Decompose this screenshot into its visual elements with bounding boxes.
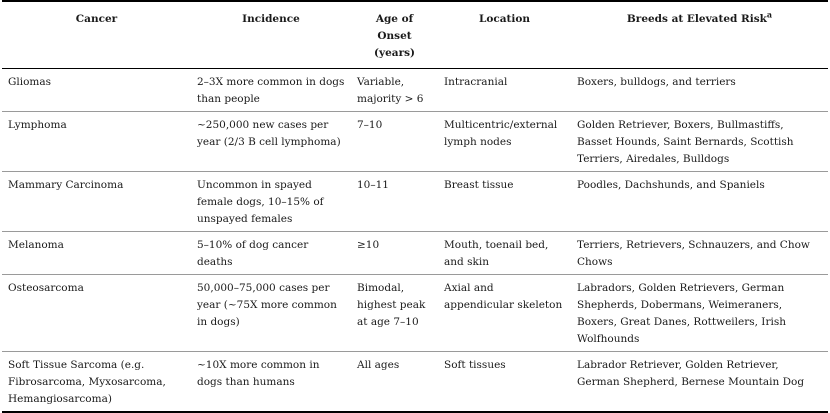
table-header	[2, 1, 828, 69]
header-breeds	[571, 1, 828, 69]
cell-breeds: Labrador Retriever, Golden Retriever, German Shepherd, Bernese Mountain Dog	[571, 352, 828, 413]
table-row	[2, 172, 828, 232]
cancer-table	[2, 0, 828, 413]
header-location: Location	[438, 1, 571, 69]
cell-location: Breast tissue	[438, 172, 571, 232]
header-breeds-label: Breeds at Elevated Risk	[626, 13, 767, 25]
table-row	[2, 232, 828, 275]
cell-incidence: ~250,000 new cases per year (2/3 B cell lymphoma)	[191, 112, 351, 172]
cell-cancer: Osteosarcoma	[2, 275, 191, 352]
cell-breeds: Labradors, Golden Retrievers, German Shepherds, Dobermans, Weimeraners, Boxers, Great Danes, Rottweilers, Irish Wolfhounds	[571, 275, 828, 352]
header-cancer: Cancer	[2, 1, 191, 69]
cell-cancer: Melanoma	[2, 232, 191, 275]
cell-incidence: ~10X more common in dogs than humans	[191, 352, 351, 413]
header-row	[2, 1, 828, 69]
cell-cancer: Mammary Carcinoma	[2, 172, 191, 232]
cell-location: Multicentric/external lymph nodes	[438, 112, 571, 172]
cell-age-of-onset: Bimodal, highest peak at age 7–10	[351, 275, 438, 352]
cell-age-of-onset: ≥10	[351, 232, 438, 275]
cell-cancer: Gliomas	[2, 69, 191, 112]
cell-breeds: Poodles, Dachshunds, and Spaniels	[571, 172, 828, 232]
table-row	[2, 352, 828, 413]
table-body	[2, 69, 828, 413]
cell-location: Mouth, toenail bed, and skin	[438, 232, 571, 275]
cell-age-of-onset: All ages	[351, 352, 438, 413]
cell-age-of-onset: 10–11	[351, 172, 438, 232]
cell-cancer: Lymphoma	[2, 112, 191, 172]
cell-breeds: Terriers, Retrievers, Schnauzers, and Chow Chows	[571, 232, 828, 275]
cell-incidence: Uncommon in spayed female dogs, 10–15% of unspayed females	[191, 172, 351, 232]
cell-incidence: 50,000–75,000 cases per year (~75X more common in dogs)	[191, 275, 351, 352]
cell-age-of-onset: 7–10	[351, 112, 438, 172]
header-breeds-footnote-marker: a	[766, 9, 773, 20]
header-age-of-onset: Age of Onset (years)	[351, 1, 438, 69]
cell-breeds: Golden Retriever, Boxers, Bullmastiffs, Basset Hounds, Saint Bernards, Scottish Terriers, Airedales, Bulldogs	[571, 112, 828, 172]
cell-location: Intracranial	[438, 69, 571, 112]
header-incidence: Incidence	[191, 1, 351, 69]
cell-incidence: 5–10% of dog cancer deaths	[191, 232, 351, 275]
cell-breeds: Boxers, bulldogs, and terriers	[571, 69, 828, 112]
table-row	[2, 112, 828, 172]
table-row	[2, 69, 828, 112]
table-row	[2, 275, 828, 352]
cell-cancer: Soft Tissue Sarcoma (e.g. Fibrosarcoma, Myxosarcoma, Hemangiosarcoma)	[2, 352, 191, 413]
cell-incidence: 2–3X more common in dogs than people	[191, 69, 351, 112]
cell-location: Soft tissues	[438, 352, 571, 413]
cell-age-of-onset: Variable, majority > 6	[351, 69, 438, 112]
cell-location: Axial and appendicular skeleton	[438, 275, 571, 352]
